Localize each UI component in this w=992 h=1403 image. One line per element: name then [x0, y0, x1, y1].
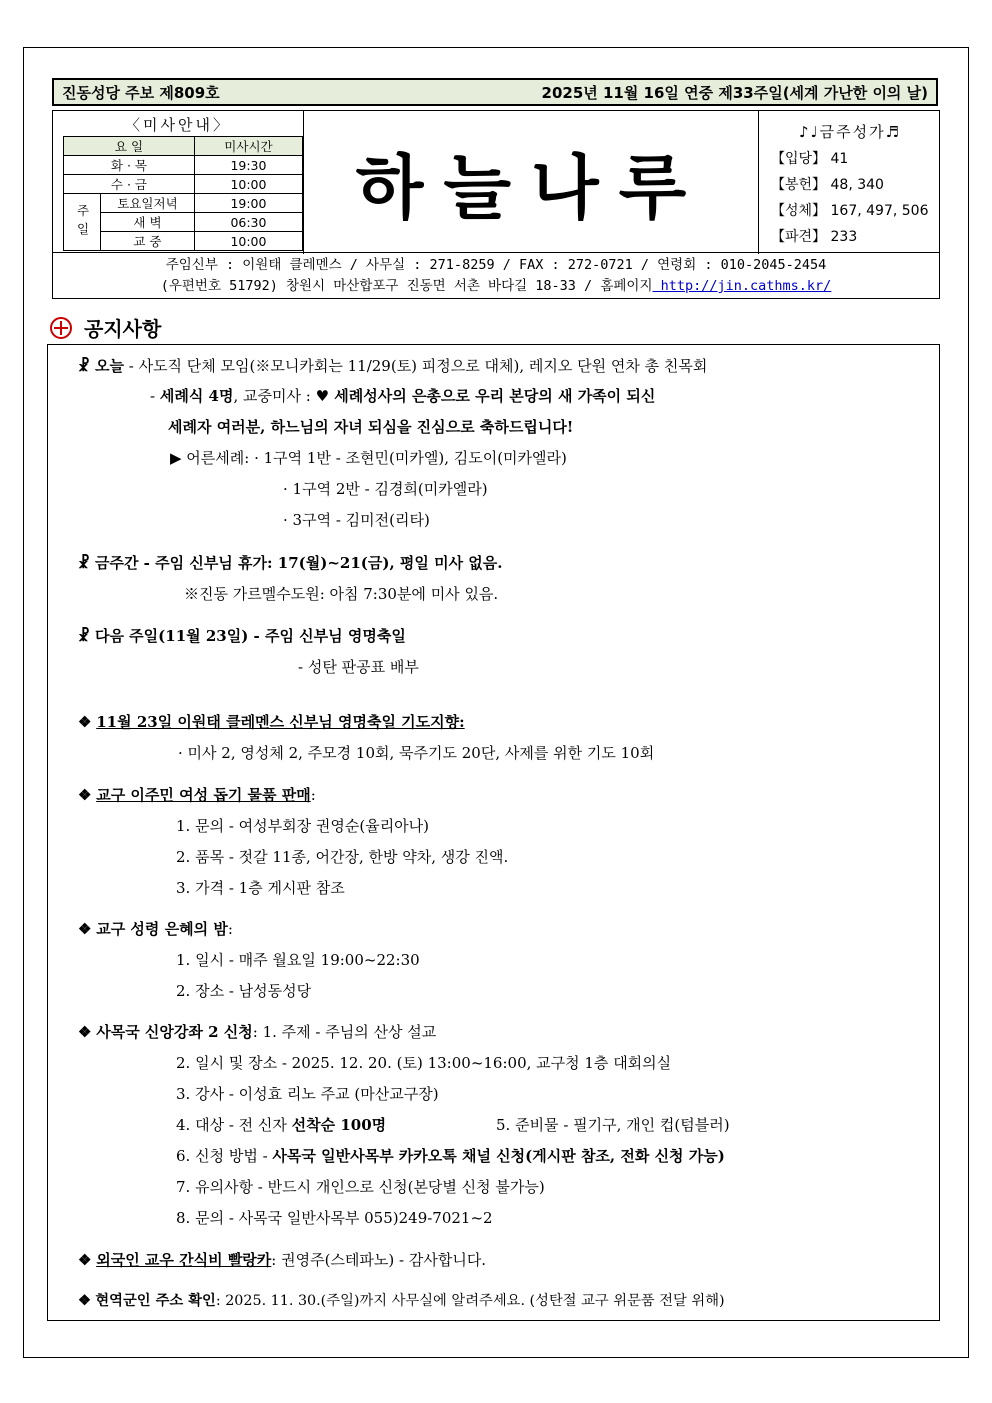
time-cell: 19:30	[194, 156, 302, 175]
header-day: 요 일	[64, 137, 195, 156]
mass-schedule	[53, 111, 304, 254]
table-row	[64, 175, 303, 194]
time-cell: 19:00	[194, 194, 302, 213]
notice-next-sunday	[78, 625, 406, 646]
table-header-row	[64, 137, 303, 156]
bulletin-top-bar	[52, 78, 938, 106]
hymn-row	[771, 174, 941, 194]
table-row	[64, 194, 303, 213]
spirit-notice: ❖ 교구 성령 은혜의 밤:	[78, 920, 233, 938]
list-item: 3. 가격 - 1층 게시판 참조	[176, 879, 345, 897]
time-cell: 10:00	[194, 175, 302, 194]
notice-label: ☧ 다음 주일(11월 23일)	[78, 627, 249, 645]
notice-text: : 1. 주제 - 주님의 산상 설교	[252, 1023, 437, 1041]
diamond-bullet-icon: ❖	[78, 1293, 91, 1309]
bulletin-date: 2025년 11월 16일 연중 제33주일(세계 가난한 이의 날)	[541, 83, 928, 102]
contact-info	[52, 253, 940, 299]
diamond-bullet-icon: ❖	[78, 920, 92, 938]
next-sunday-sub: - 성탄 판공표 배부	[298, 658, 419, 676]
prayer-details: · 미사 2, 영성체 2, 주모경 10회, 묵주기도 20단, 사제를 위한 기도 10회	[178, 744, 655, 762]
notice-heading	[50, 313, 161, 342]
day-cell: 화 · 목	[64, 156, 195, 175]
time-cell: 10:00	[194, 232, 302, 251]
mass-schedule-table	[63, 136, 303, 251]
bulletin-title: 하늘나루	[355, 147, 707, 229]
hymn-row	[771, 226, 941, 246]
header-time: 미사시간	[194, 137, 302, 156]
diamond-bullet-icon: ❖	[78, 1023, 92, 1041]
notice-box	[47, 344, 940, 1321]
list-item: 3. 강사 - 이성효 리노 주교 (마산교구장)	[176, 1085, 439, 1103]
contact-line-1: 주임신부 : 이원태 클레멘스 / 사무실 : 271-8259 / FAX : 272-0721 / 연령회 : 010-2045-2454	[165, 257, 827, 273]
text: 세례식 4명	[159, 387, 234, 405]
list-item: 2. 장소 - 남성동성당	[176, 982, 312, 1000]
hymn-label: 【입당】	[771, 151, 827, 167]
hymn-label: 【성체】	[771, 203, 827, 219]
notice-label: ☧ 오늘	[78, 357, 124, 375]
day-cell: 교 중	[101, 232, 195, 251]
list-item	[176, 1145, 725, 1166]
cross-circle-icon	[50, 317, 72, 339]
hymn-row	[771, 148, 941, 168]
notice-text: - 사도직 단체 모임(※모니카회는 11/29(토) 피정으로 대체), 레지오 단원 연차 총 친목회	[123, 357, 708, 375]
notice-label: 현역군인 주소 확인	[95, 1293, 216, 1309]
text: , 교중미사 :	[233, 387, 316, 405]
prayer-intention	[78, 711, 465, 732]
text: 선착순 100명	[291, 1116, 387, 1134]
hymn-title: ♪♩금주성가♬	[798, 123, 902, 141]
notice-today	[78, 355, 707, 376]
text: -	[150, 387, 160, 405]
list-item: 8. 문의 - 사목국 일반사목부 055)249-7021~2	[176, 1209, 493, 1227]
carmel-note: ※진동 가르멜수도원: 아침 7:30분에 미사 있음.	[184, 585, 499, 603]
hymn-value: 233	[830, 229, 858, 245]
diamond-bullet-icon: ❖	[78, 786, 92, 804]
diamond-bullet-icon: ❖	[78, 1251, 92, 1269]
list-item: 7. 유의사항 - 반드시 개인으로 신청(본당별 신청 불가능)	[176, 1178, 545, 1196]
day-cell: 수 · 금	[64, 175, 195, 194]
text: 사목국 일반사목부 카카오톡 채널 신청(게시판 참조, 전화 신청 가능)	[272, 1147, 725, 1165]
notice-title: 공지사항	[84, 317, 162, 341]
address-text: (우편번호 51792) 창원시 마산합포구 진동면 서촌 바다길 18-33 / 홈페이지	[160, 278, 653, 294]
notice-label: 교구 이주민 여성 돕기 물품 판매	[96, 786, 311, 804]
list-item: 1. 문의 - 여성부회장 권영순(율리아나)	[176, 817, 430, 835]
notice-text: : 권영주(스테파노) - 감사합니다.	[271, 1251, 487, 1269]
sale-notice: ❖ 교구 이주민 여성 돕기 물품 판매:	[78, 786, 316, 804]
time-cell: 06:30	[194, 213, 302, 232]
foreign-notice	[78, 1249, 486, 1270]
hymn-list	[758, 111, 941, 254]
list-item: 1. 일시 - 매주 월요일 19:00~22:30	[176, 951, 420, 969]
text: ♥ 세례성사의 은총으로 우리 본당의 새 가족이 되신	[315, 387, 656, 405]
notice-text: : 2025. 11. 30.(주일)까지 사무실에 알려주세요. (성탄절 교구 위문품 전달 위해)	[215, 1293, 725, 1309]
list-item: 2. 일시 및 장소 - 2025. 12. 20. (토) 13:00~16:00, 교구청 1층 대회의실	[176, 1054, 672, 1072]
list-item: 2. 품목 - 젓갈 11종, 어간장, 한방 약차, 생강 진액.	[176, 848, 509, 866]
hymn-label: 【봉헌】	[771, 177, 827, 193]
soldier-notice	[78, 1290, 725, 1310]
bulletin-issue: 진동성당 주보 제809호	[62, 83, 220, 102]
list-item: 5. 준비물 - 필기구, 개인 컵(텀블러)	[496, 1116, 730, 1134]
notice-label: 교구 성령 은혜의 밤	[96, 920, 228, 938]
bulletin-header	[52, 110, 940, 253]
adult-baptism-3: · 3구역 - 김미전(리타)	[283, 511, 430, 529]
contact-line-2	[53, 276, 939, 297]
notice-label: 외국인 교우 간식비 빨랑카	[96, 1251, 272, 1269]
baptism-congrats: 세례자 여러분, 하느님의 자녀 되심을 진심으로 축하드립니다!	[168, 418, 574, 436]
sunday-label: 주일	[64, 194, 101, 251]
hymn-row	[771, 200, 941, 220]
hymn-value: 167, 497, 506	[830, 203, 929, 219]
diamond-bullet-icon: ❖	[78, 713, 92, 731]
hymn-value: 41	[830, 151, 849, 167]
adult-baptism-2: · 1구역 2반 - 김경희(미카엘라)	[283, 480, 488, 498]
notice-week	[78, 552, 503, 573]
notice-text: - 주임 신부님 휴가: 17(월)~21(금), 평일 미사 없음.	[138, 554, 503, 572]
text: 6. 신청 방법 -	[176, 1147, 273, 1165]
notice-label: ☧ 금주간	[78, 554, 139, 572]
day-cell: 토요일저녁	[101, 194, 195, 213]
notice-text: - 주임 신부님 영명축일	[248, 627, 406, 645]
list-item	[176, 1114, 386, 1135]
homepage-link[interactable]: http://jin.cathms.kr/	[652, 278, 832, 294]
hymn-value: 48, 340	[830, 177, 884, 193]
hymn-label: 【파견】	[771, 229, 827, 245]
course-notice	[78, 1021, 436, 1042]
mass-schedule-title: 〈미사안내〉	[125, 116, 231, 134]
notice-label: 사목국 신앙강좌 2 신청	[96, 1023, 253, 1041]
table-row	[64, 156, 303, 175]
day-cell: 새 벽	[101, 213, 195, 232]
notice-label: 11월 23일 이원태 클레멘스 신부님 영명축일 기도지향:	[96, 713, 465, 731]
text: 4. 대상 - 전 신자	[176, 1116, 292, 1134]
notice-baptism	[150, 385, 655, 406]
adult-baptism: ▶ 어른세례: · 1구역 1반 - 조현민(미카엘), 김도이(미카엘라)	[170, 449, 567, 467]
